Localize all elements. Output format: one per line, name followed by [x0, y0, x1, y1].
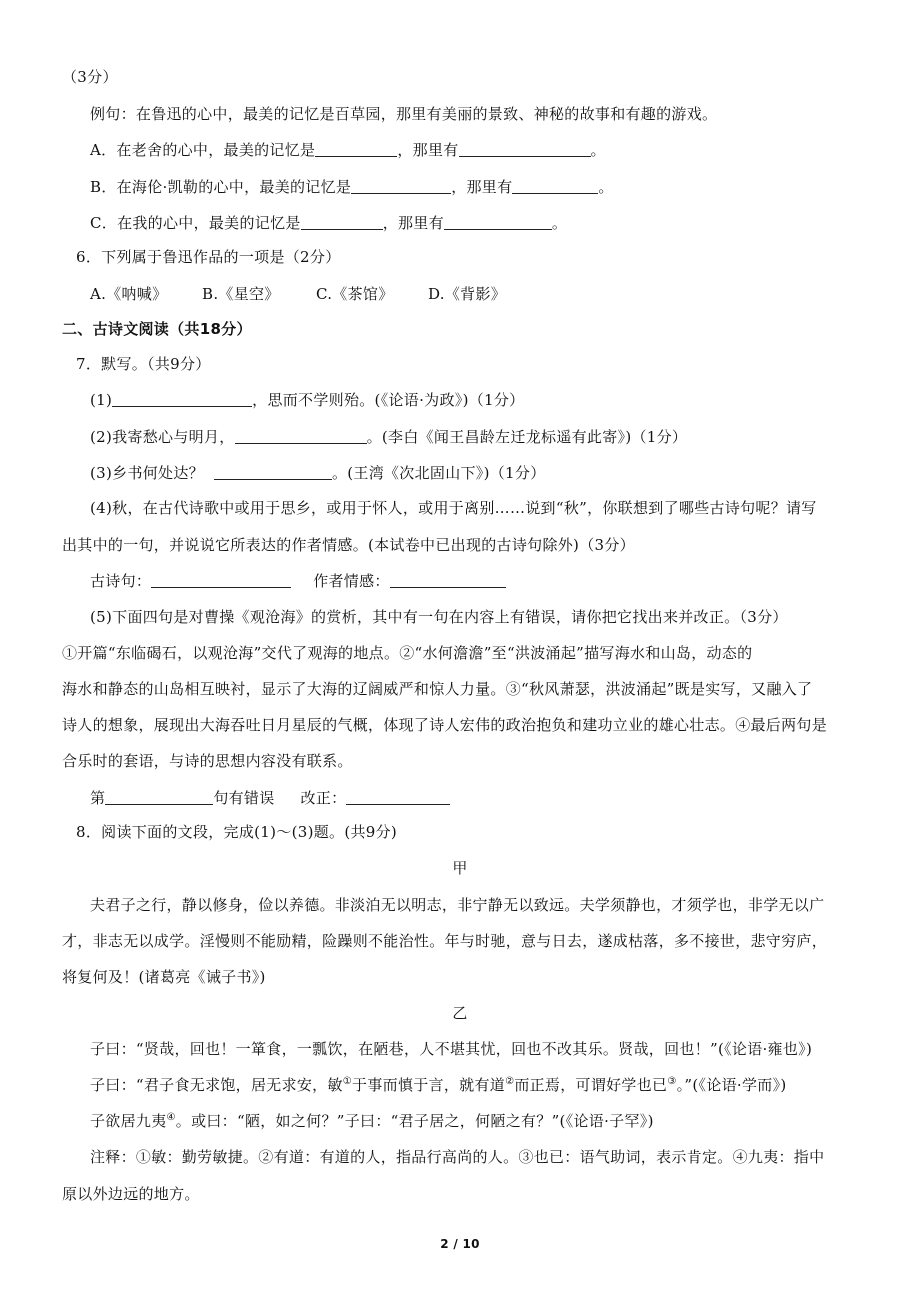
footnote-marker: ①	[342, 1076, 353, 1087]
footnote-marker: ③	[667, 1076, 677, 1087]
q7-part2: (2)我寄愁心与明月， 。(李白《闻王昌龄左迁龙标遥有此寄》)（1分）	[90, 428, 688, 446]
annotation-line2: 原以外边远的地方。	[62, 1185, 200, 1203]
footnote-marker: ②	[505, 1076, 515, 1087]
q6-stem: 6．下列属于鲁迅作品的一项是（2分）	[76, 248, 341, 266]
q6-option-a[interactable]: A.《呐喊》	[90, 285, 168, 303]
passage-yi-line2: 子曰：“君子食无求饱，居无求安，敏①于事而慎于言，就有道②而正焉，可谓好学也已③。”(《论语·学而》)	[90, 1076, 787, 1094]
passage-jia-line2: 才，非志无以成学。淫慢则不能励精，险躁则不能治性。年与时驰，意与日去，遂成枯落，多不接世，悲守穷庐，	[62, 932, 828, 950]
passage-yi-title: 乙	[452, 1004, 468, 1022]
q7-part3: (3)乡书何处达？ 。(王湾《次北固山下》)（1分）	[90, 464, 546, 482]
answer-blank[interactable]	[105, 789, 213, 805]
page-number: 2 / 10	[440, 1237, 480, 1251]
footnote-marker: ④	[166, 1112, 176, 1123]
q6-option-d[interactable]: D.《背影》	[428, 285, 507, 303]
answer-blank[interactable]	[214, 464, 332, 480]
q7-part1: (1) ，思而不学则殆。(《论语·为政》)（1分）	[90, 391, 525, 409]
answer-blank[interactable]	[512, 178, 598, 194]
answer-blank[interactable]	[346, 789, 450, 805]
answer-blank[interactable]	[459, 141, 591, 157]
q5-score: （3分）	[62, 68, 118, 86]
q7-part5-line4: 合乐时的套语，与诗的思想内容没有联系。	[62, 752, 353, 770]
passage-jia-line1: 夫君子之行，静以修身，俭以养德。非淡泊无以明志，非宁静无以致远。夫学须静也，才须学也，非学无以广	[90, 896, 825, 914]
answer-blank[interactable]	[301, 214, 383, 230]
q7-part5-line3: 诗人的想象，展现出大海吞吐日月星辰的气概，体现了诗人宏伟的政治抱负和建功立业的雄心壮志。④最后两句是	[62, 716, 828, 734]
passage-jia-title: 甲	[452, 859, 468, 877]
answer-blank[interactable]	[351, 178, 451, 194]
q7-part5-line1: ①开篇“东临碣石，以观沧海”交代了观海的地点。②“水何澹澹”至“洪波涌起”描写海水和山岛，动态的	[62, 644, 753, 662]
q7-part5-answer: 第 句有错误 改正：	[90, 788, 450, 808]
q5-example: 例句：在鲁迅的心中，最美的记忆是百草园，那里有美丽的景致、神秘的故事和有趣的游戏。	[90, 105, 718, 123]
q6-option-c[interactable]: C.《茶馆》	[316, 285, 394, 303]
q5-option-a: A．在老舍的心中，最美的记忆是 ，那里有 。	[90, 141, 606, 159]
annotation-line1: 注释：①敏：勤劳敏捷。②有道：有道的人，指品行高尚的人。③也已：语气助词，表示肯定。④九夷：指中	[90, 1148, 825, 1166]
q7-part4-line1: (4)秋，在古代诗歌中或用于思乡，或用于怀人，或用于离别……说到“秋”，你联想到了哪些古诗句呢？请写	[90, 499, 817, 517]
answer-blank[interactable]	[151, 572, 291, 588]
section-title: 二、古诗文阅读（共18分）	[62, 320, 252, 338]
q6-option-b[interactable]: B.《星空》	[202, 285, 280, 303]
q7-stem: 7．默写。（共9分）	[76, 355, 211, 373]
q7-part4-line2: 出其中的一句，并说说它所表达的作者情感。(本试卷中已出现的古诗句除外)（3分）	[62, 536, 635, 554]
answer-blank[interactable]	[315, 141, 397, 157]
answer-blank[interactable]	[444, 214, 552, 230]
q7-part5-stem: (5)下面四句是对曹操《观沧海》的赏析，其中有一句在内容上有错误，请你把它找出来并改正。（3分）	[90, 608, 788, 626]
passage-yi-line3: 子欲居九夷④。或曰：“陋，如之何？”子曰：“君子居之，何陋之有？”(《论语·子罕》)	[90, 1112, 654, 1130]
answer-blank[interactable]	[390, 572, 506, 588]
answer-blank[interactable]	[235, 428, 367, 444]
passage-jia-line3: 将复何及！(诸葛亮《诫子书》)	[62, 968, 266, 986]
answer-blank[interactable]	[112, 391, 252, 407]
q5-option-c: C．在我的心中，最美的记忆是 ，那里有 。	[90, 214, 568, 232]
q7-part4-answer: 古诗句： 作者情感：	[90, 571, 506, 591]
q8-stem: 8．阅读下面的文段，完成(1)～(3)题。(共9分)	[76, 823, 398, 841]
q7-part5-line2: 海水和静态的山岛相互映衬，显示了大海的辽阔威严和惊人力量。③“秋风萧瑟，洪波涌起”既是实写，又融入了	[62, 680, 813, 698]
q5-option-b: B．在海伦·凯勒的心中，最美的记忆是 ，那里有 。	[90, 178, 614, 196]
passage-yi-line1: 子曰：“贤哉，回也！一箪食，一瓢饮，在陋巷，人不堪其忧，回也不改其乐。贤哉，回也！”(《论语·雍也》)	[90, 1040, 813, 1058]
